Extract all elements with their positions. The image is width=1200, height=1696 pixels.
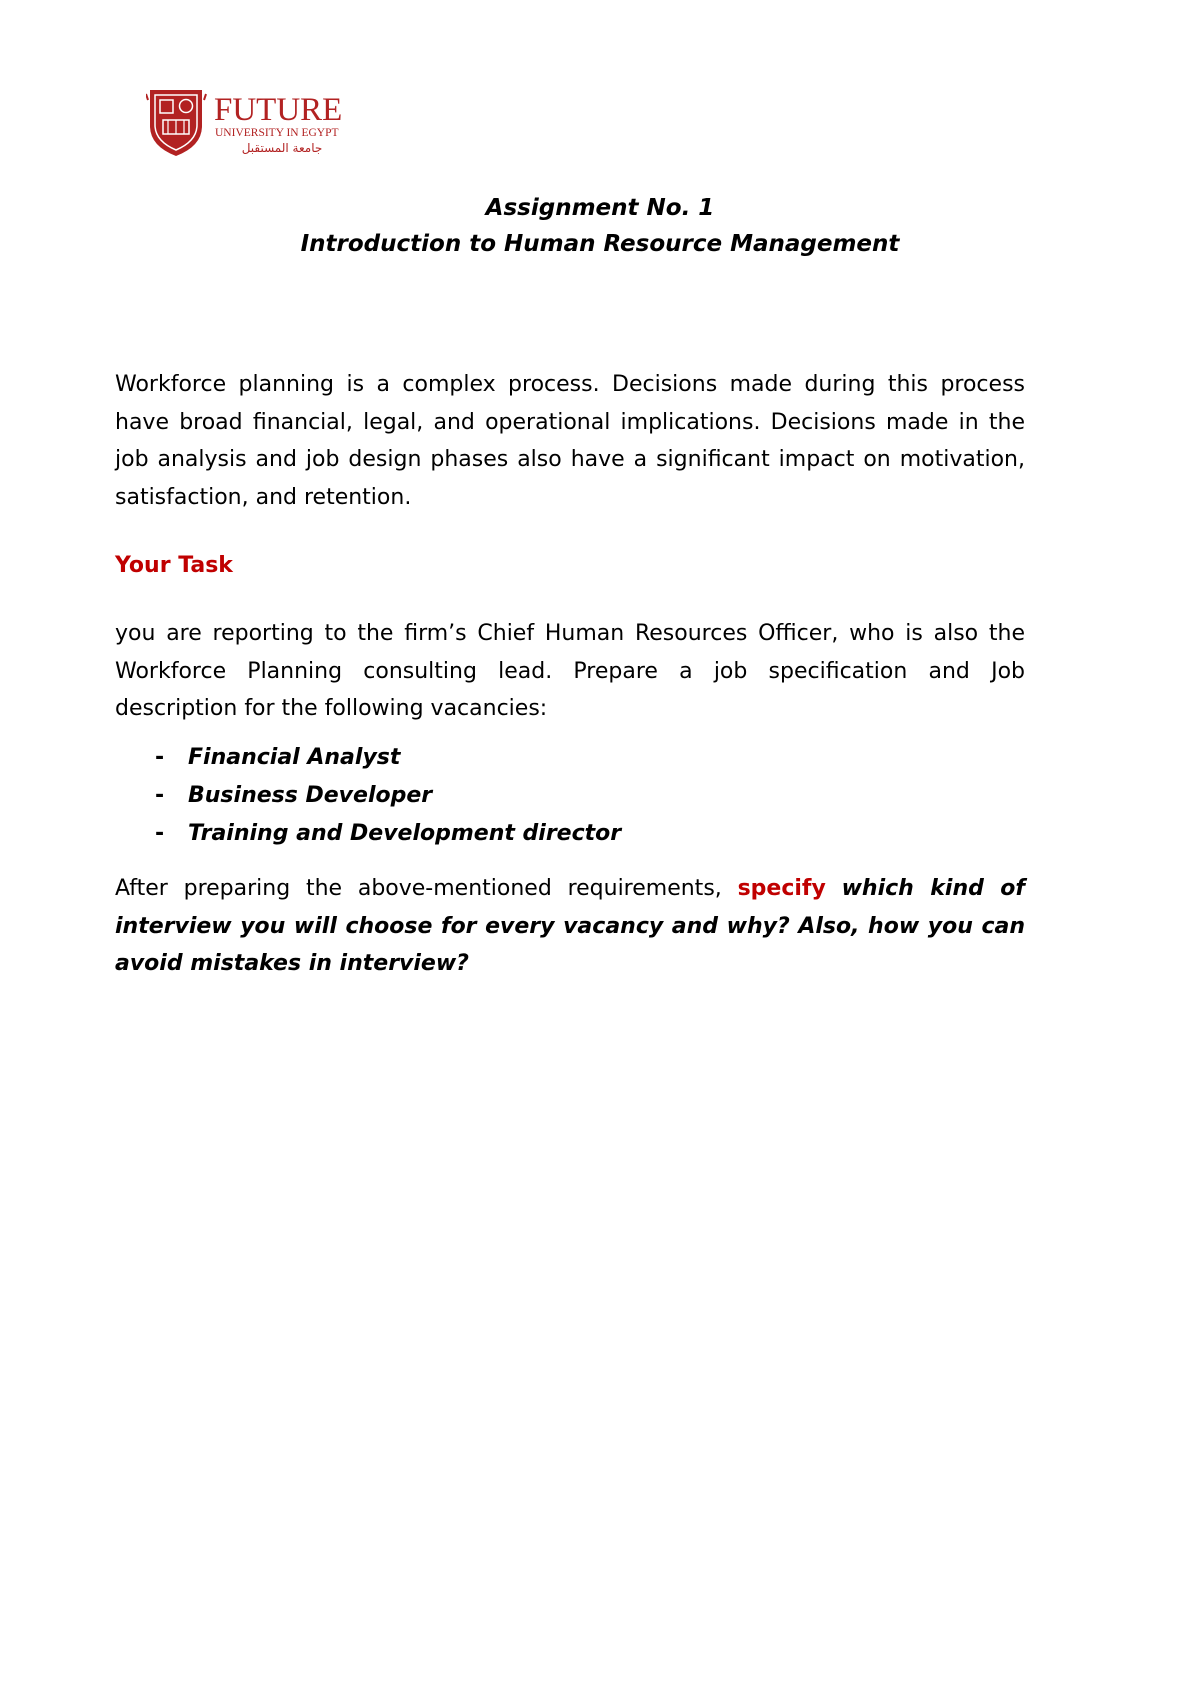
closing-lead: After preparing the above-mentioned requirements,	[115, 876, 722, 901]
list-item	[115, 815, 1025, 853]
list-item	[115, 777, 1025, 815]
document-header	[0, 190, 1200, 262]
assignment-title: Assignment No. 1	[485, 195, 715, 221]
list-item	[115, 739, 1025, 777]
list-bullet: -	[155, 821, 165, 846]
vacancy-list	[115, 739, 1025, 853]
logo-name: FUTURE	[214, 92, 343, 128]
vacancy-financial-analyst: Financial Analyst	[188, 745, 401, 770]
vacancy-training-director: Training and Development director	[188, 821, 622, 846]
closing-emphasis: specify	[737, 876, 826, 901]
task-heading: Your Task	[115, 553, 233, 578]
course-title: Introduction to Human Resource Management	[300, 231, 900, 257]
logo-subtitle: UNIVERSITY IN EGYPT	[215, 127, 339, 139]
list-bullet: -	[155, 783, 165, 808]
list-bullet: -	[155, 745, 165, 770]
intro-paragraph: Workforce planning is a complex process. Decisions made during this process have broad financial, legal, and operational implications. Decisions made in the job analysis and job design phases also have a significant impact on motivation, satisfaction, and retention.	[115, 372, 1025, 510]
university-logo	[146, 86, 356, 160]
crest-shield-icon	[146, 90, 206, 156]
closing-paragraph	[115, 870, 1025, 983]
closing-question: which kind of interview you will choose for every vacancy and why? Also, how you can avoid mistakes in interview?	[115, 876, 1025, 976]
task-paragraph: you are reporting to the firm’s Chief Human Resources Officer, who is also the Workforce Planning consulting lead. Prepare a job specification and Job description for the following vacancies:	[115, 621, 1025, 721]
logo-arabic: جامعة المستقبل	[241, 141, 323, 155]
vacancy-business-developer: Business Developer	[188, 783, 433, 808]
